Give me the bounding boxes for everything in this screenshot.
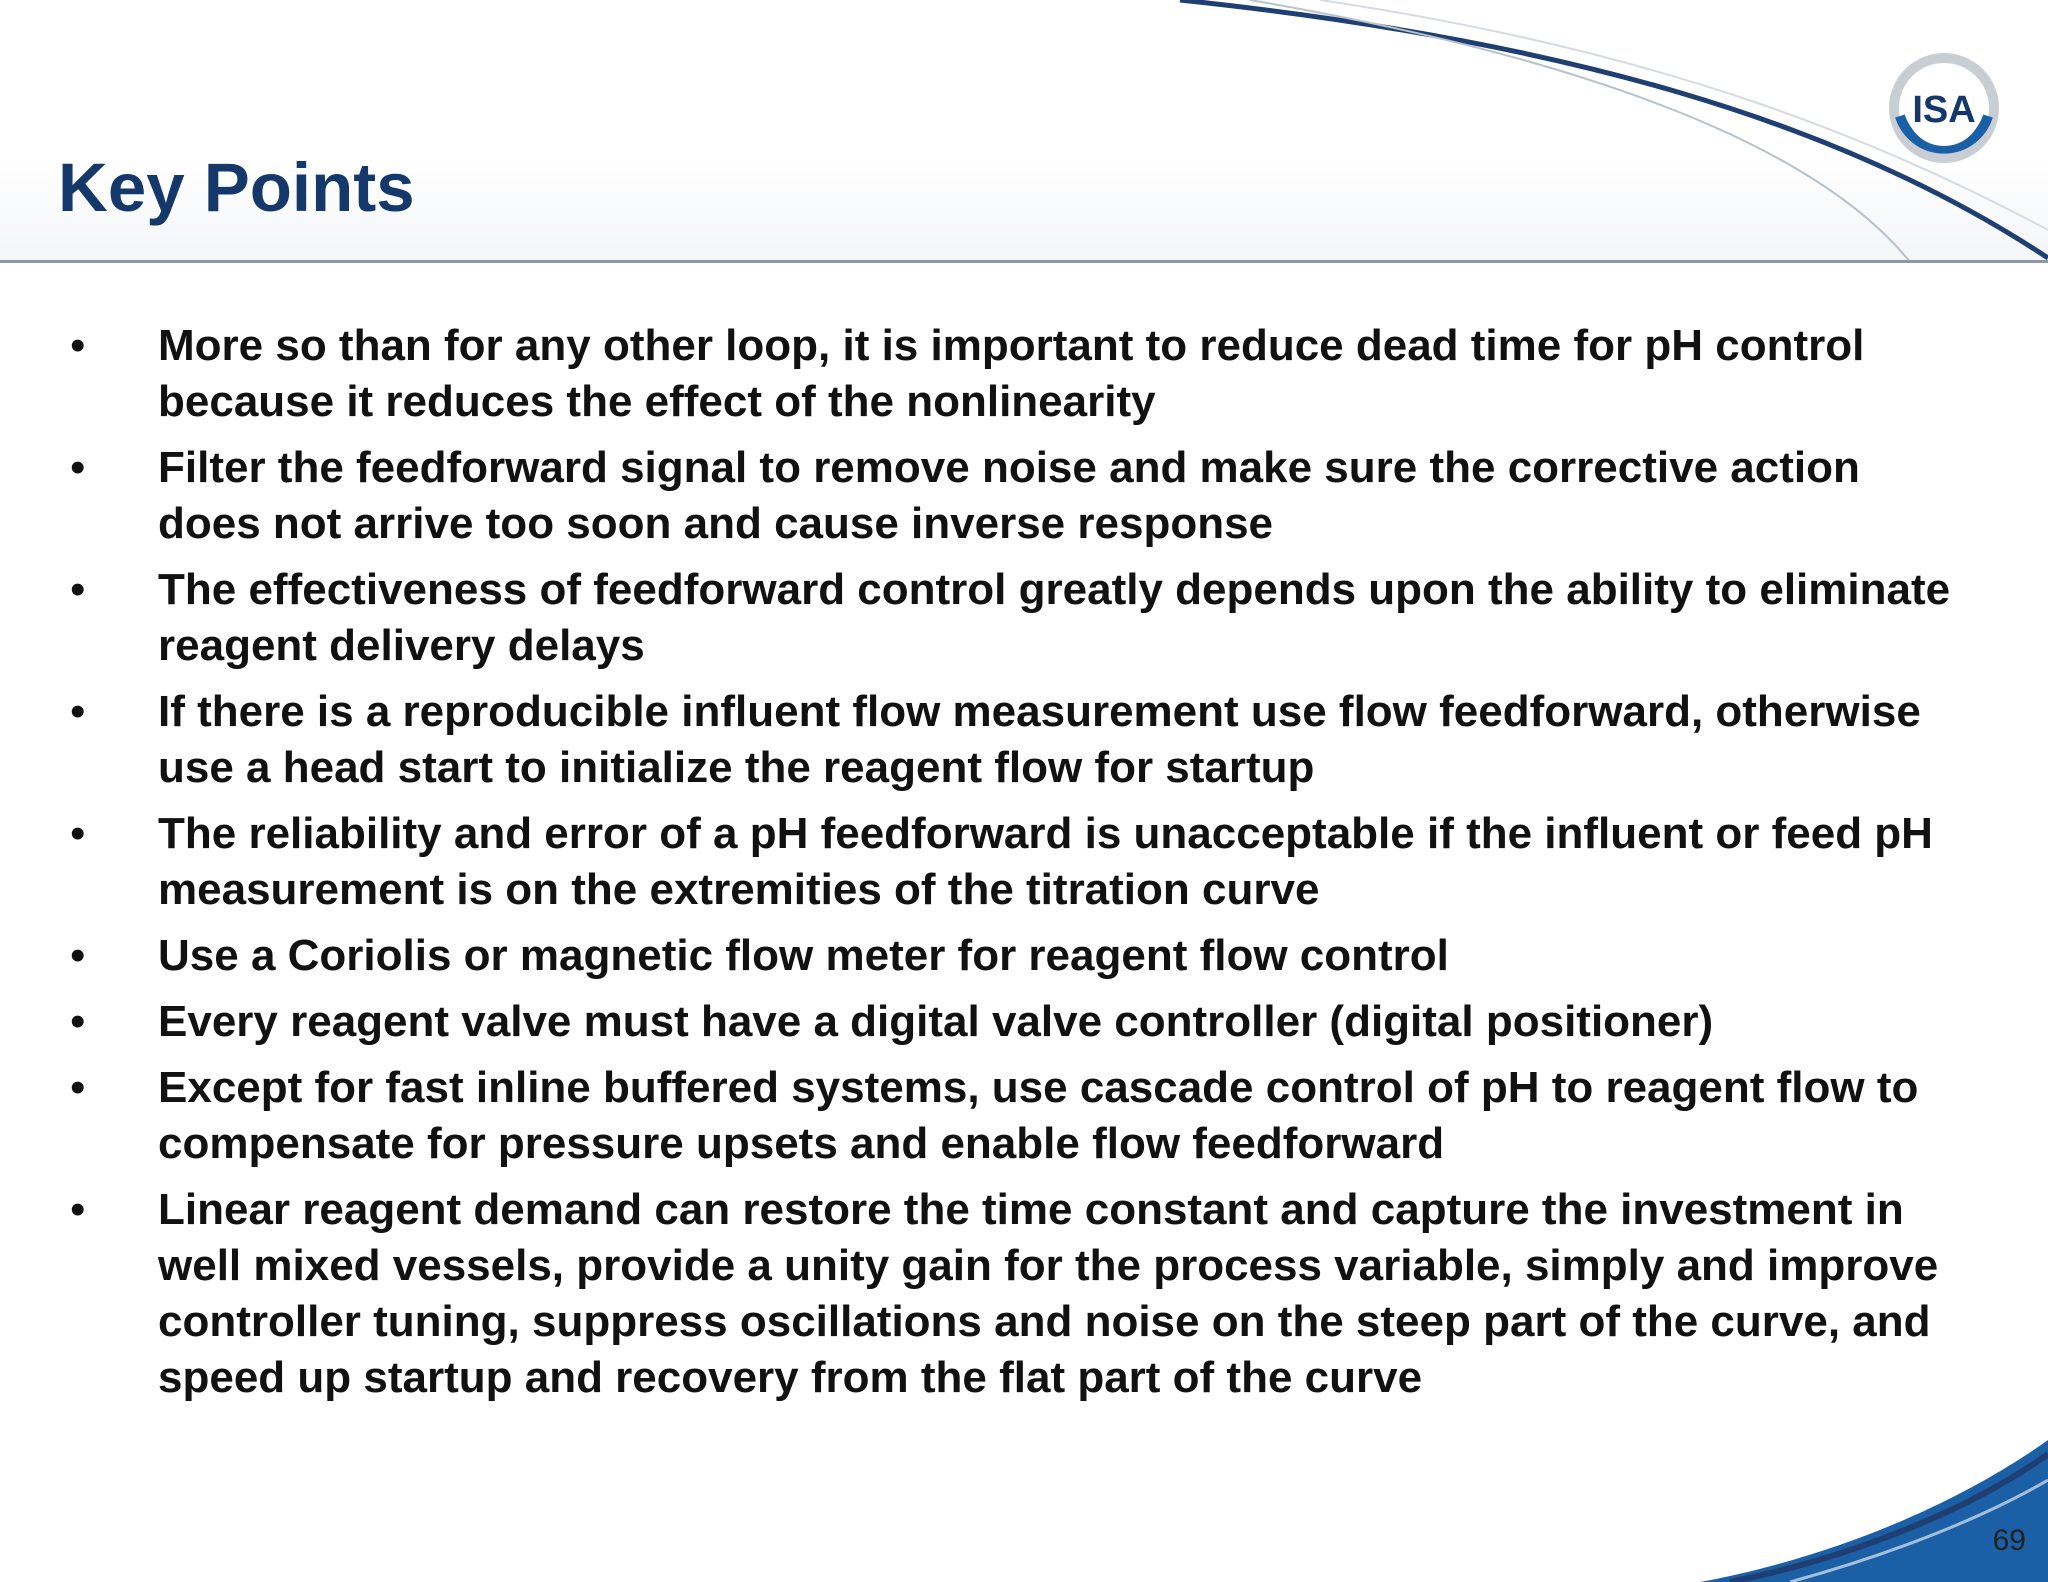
key-points-list bbox=[70, 318, 1970, 1416]
list-item bbox=[70, 562, 1970, 674]
bullet-text: Linear reagent demand can restore the time constant and capture the investment in well mixed vessels, provide a unity gain for the process variable, simply and improve controller tuning, suppress oscillations and noise on the steep part of the curve, and speed up startup and recovery from the flat part of the curve bbox=[158, 1185, 1939, 1402]
bullet-text: Every reagent valve must have a digital valve controller (digital positioner) bbox=[158, 997, 1714, 1046]
list-item bbox=[70, 1060, 1970, 1172]
page-number: 69 bbox=[1992, 1524, 2026, 1557]
header-swoosh bbox=[0, 0, 2048, 270]
list-item bbox=[70, 806, 1970, 918]
list-item bbox=[70, 994, 1970, 1050]
list-item bbox=[70, 928, 1970, 984]
bullet-text: Use a Coriolis or magnetic flow meter for reagent flow control bbox=[158, 931, 1449, 980]
bullet-text: If there is a reproducible influent flow measurement use flow feedforward, otherwise use a head start to initialize the reagent flow for startup bbox=[158, 687, 1921, 792]
bullet-text: Except for fast inline buffered systems, use cascade control of pH to reagent flow to compensate for pressure upsets and enable flow feedforward bbox=[158, 1063, 1919, 1168]
list-item bbox=[70, 684, 1970, 796]
footer-swoosh bbox=[1700, 1440, 2048, 1582]
bullet-marker: • bbox=[70, 565, 86, 614]
logo-text: ISA bbox=[1912, 89, 1976, 131]
bullet-marker: • bbox=[70, 687, 86, 736]
slide-title: Key Points bbox=[58, 149, 415, 226]
bullet-marker: • bbox=[70, 931, 86, 980]
bullet-text: Filter the feedforward signal to remove noise and make sure the corrective action does not arrive too soon and cause inverse response bbox=[158, 443, 1860, 548]
bullet-marker: • bbox=[70, 997, 86, 1046]
bullet-marker: • bbox=[70, 443, 86, 492]
bullet-marker: • bbox=[70, 1185, 86, 1234]
bullet-text: The reliability and error of a pH feedforward is unacceptable if the influent or feed pH measurement is on the extremities of the titration curve bbox=[158, 809, 1933, 914]
bullet-marker: • bbox=[70, 809, 86, 858]
header-divider bbox=[0, 260, 2048, 263]
list-item bbox=[70, 1182, 1970, 1406]
bullet-text: The effectiveness of feedforward control greatly depends upon the ability to eliminate reagent delivery delays bbox=[158, 565, 1951, 670]
list-item bbox=[70, 440, 1970, 552]
list-item bbox=[70, 318, 1970, 430]
bullet-marker: • bbox=[70, 1063, 86, 1112]
bullet-marker: • bbox=[70, 321, 86, 370]
bullet-text: More so than for any other loop, it is important to reduce dead time for pH control because it reduces the effect of the nonlinearity bbox=[158, 321, 1865, 426]
isa-logo-icon bbox=[1888, 52, 2000, 164]
